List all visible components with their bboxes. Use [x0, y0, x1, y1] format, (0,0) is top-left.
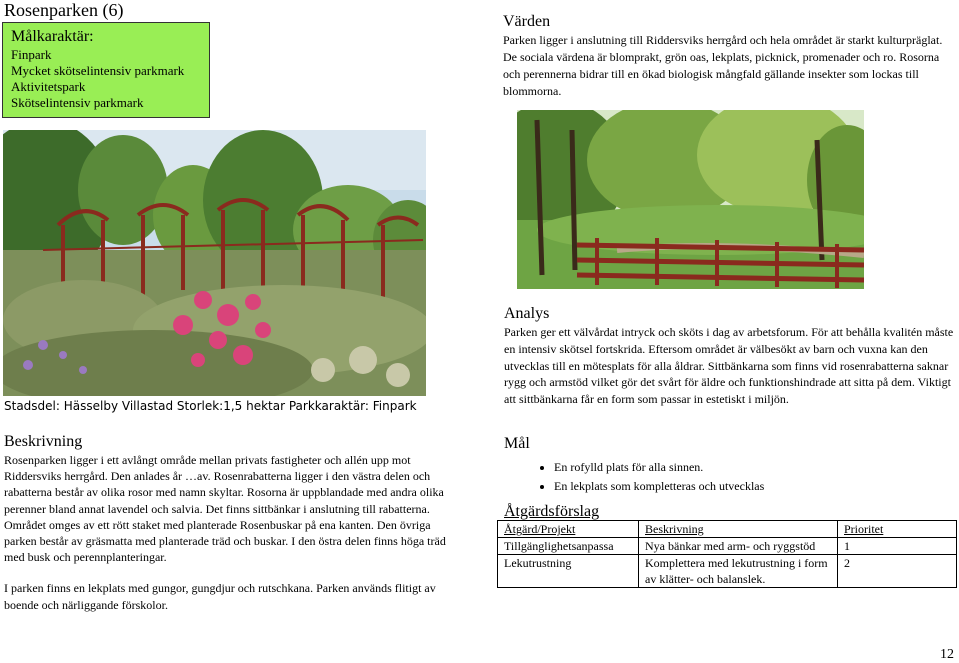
actions-table [497, 520, 957, 588]
column-header: Prioritet [838, 521, 957, 538]
table-row [498, 538, 957, 555]
table-row [498, 555, 957, 588]
table-cell: Lekutrustning [498, 555, 639, 588]
goal-item: • En lekplats som kompletteras och utvecklas [554, 477, 959, 496]
table-cell: Nya bänkar med arm- och ryggstöd [639, 538, 838, 555]
target-heading: Målkaraktär: [11, 28, 94, 45]
column-header: Åtgärd/Projekt [498, 521, 639, 538]
table-cell: 2 [838, 555, 957, 588]
target-line: Aktivitetspark [11, 79, 86, 94]
description-heading: Beskrivning [4, 433, 83, 450]
goals-heading: Mål [504, 435, 530, 452]
column-header: Beskrivning [639, 521, 838, 538]
target-line: Mycket skötselintensiv parkmark [11, 63, 185, 78]
values-section [503, 12, 958, 100]
description-section [4, 432, 464, 613]
target-character-box [2, 22, 210, 118]
values-heading: Värden [503, 13, 551, 30]
analysis-section [504, 304, 959, 408]
goals-section [504, 434, 959, 496]
rose-garden-image [3, 130, 426, 396]
table-cell: Komplettera med lekutrustning i form av klätter- och balanslek. [639, 555, 838, 588]
target-line: Finpark [11, 47, 52, 62]
analysis-text: Parken ger ett välvårdat intryck och sköts i dag av arbetsforum. För att behålla kvalitén måste en intensiv skötsel fortskrida. Eftersom området är välbesökt av barn och vuxna kan den utvecklas till en mötesplats för alla åldrar. Sittbänkarna som finns vid rosenrabatterna saknar rygg och armstöd vilket gör det svårt för äldre och funktionshindrade att sitta på dem. Viktigt att sittbänkarna får en form som passar in estetiskt i miljön. [504, 325, 954, 407]
target-line: Skötselintensiv parkmark [11, 95, 144, 110]
actions-heading: Åtgärdsförslag [504, 503, 600, 520]
photo-caption: Stadsdel: Hässelby Villastad Storlek:1,5 hektar Parkkaraktär: Finpark [4, 399, 417, 413]
goal-item: • En rofylld plats för alla sinnen. [554, 458, 959, 477]
park-fence-image [517, 110, 864, 289]
actions-section [504, 502, 959, 522]
values-text: Parken ligger i anslutning till Riddersviks herrgård och hela området är starkt kulturpräglat. De sociala värdena är blomprakt, grön oas, lekplats, picknick, promenader och ro. Rosorna och perennerna bidrar till en ökad biologisk mångfald gällande insekter som lockas till blommorna. [503, 33, 943, 98]
goals-list [504, 458, 959, 496]
description-paragraph: I parken finns en lekplats med gungor, gungdjur och rutschkana. Parken används flitigt av boende och närliggande förskolor. [4, 581, 436, 612]
rose-garden-photo [3, 130, 426, 396]
analysis-heading: Analys [504, 305, 550, 322]
page-title: Rosenparken (6) [4, 0, 124, 20]
table-cell: Tillgänglighetsanpassa [498, 538, 639, 555]
page-number: 12 [940, 647, 954, 662]
description-paragraph: Rosenparken ligger i ett avlångt område mellan privats fastigheter och allén upp mot Riddersviks herrgård. Den anlades år …av. Rosenrabatterna ligger i den västra delen och rabatterna består av olika rosor med namn skyltar. Rosorna är uppblandade med andra olika perenner bland annat lavendel och salvia. Det finns sittbänkar i anslutning till rabatterna. Området omges av ett rött staket med planterade Rosenbuskar på ena kanten. Den övriga parken består av gräsmatta med planterade träd och buskar. I den östra delen finns höga träd med busk och perennplanteringar. [4, 453, 446, 565]
park-fence-photo [517, 110, 864, 289]
table-cell: 1 [838, 538, 957, 555]
table-header-row [498, 521, 957, 538]
